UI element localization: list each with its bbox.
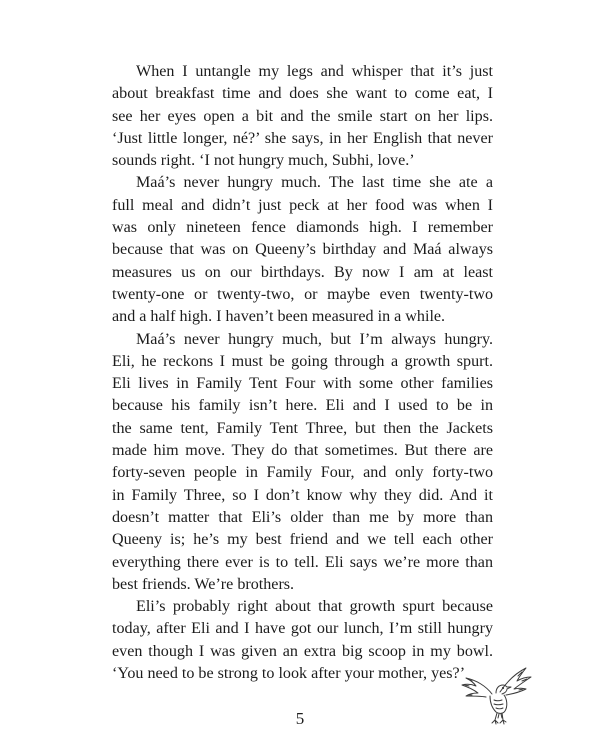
- line: about breakfast time and does she want to come eat, I: [112, 85, 493, 103]
- line: Eli lives in Family Tent Four with some other families: [112, 375, 493, 393]
- line: measures us on our birthdays. By now I am at least: [112, 263, 493, 281]
- line: best friends. We’re brothers.: [112, 575, 295, 593]
- body-text: [112, 61, 493, 685]
- line: twenty-one or twenty-two, or maybe even twenty-two: [112, 285, 493, 303]
- line: everything there ever is to tell. Eli says we’re more than: [112, 553, 493, 571]
- line: today, after Eli and I have got our lunch, I’m still hungry: [112, 620, 493, 638]
- line: Maá’s never hungry much, but I’m always hungry.: [136, 330, 493, 348]
- line: sounds right. ‘I not hungry much, Subhi, love.’: [112, 152, 415, 170]
- paragraph-1: [112, 61, 493, 172]
- line: doesn’t matter that Eli’s older than me by more than: [112, 508, 493, 526]
- line: was only nineteen fence diamonds high. I remember: [112, 219, 493, 237]
- line: because that was on Queeny’s birthday and Maá always: [112, 241, 493, 259]
- line: in Family Three, so I don’t know why they did. And it: [112, 486, 493, 504]
- line: see her eyes open a bit and the smile start on her lips.: [112, 107, 493, 125]
- bird-icon: [456, 650, 536, 730]
- paragraph-2: [112, 172, 493, 328]
- line: made him move. They do that sometimes. But there are: [112, 442, 493, 460]
- line: ‘Just little longer, né?’ she says, in her English that never: [112, 129, 493, 147]
- line: Eli, he reckons I must be going through a growth spurt.: [112, 352, 493, 370]
- line: the same tent, Family Tent Three, but then the Jackets: [112, 419, 493, 437]
- line: ‘You need to be strong to look after your mother, yes?’: [112, 665, 466, 683]
- paragraph-4: [112, 596, 493, 685]
- line: Maá’s never hungry much. The last time she ate a: [136, 174, 493, 192]
- line: full meal and didn’t just peck at her food was when I: [112, 196, 493, 214]
- line: Eli’s probably right about that growth spurt because: [136, 598, 493, 616]
- page-number: 5: [295, 709, 305, 728]
- line: and a half high. I haven’t been measured in a while.: [112, 308, 446, 326]
- line: forty-seven people in Family Four, and only forty-two: [112, 464, 493, 482]
- line: even though I was given an extra big scoop in my bowl.: [112, 642, 493, 660]
- line: Queeny is; he’s my best friend and we tell each other: [112, 531, 493, 549]
- line: When I untangle my legs and whisper that it’s just: [136, 63, 493, 80]
- paragraph-3: [112, 329, 493, 597]
- line: because his family isn’t here. Eli and I used to be in: [112, 397, 493, 415]
